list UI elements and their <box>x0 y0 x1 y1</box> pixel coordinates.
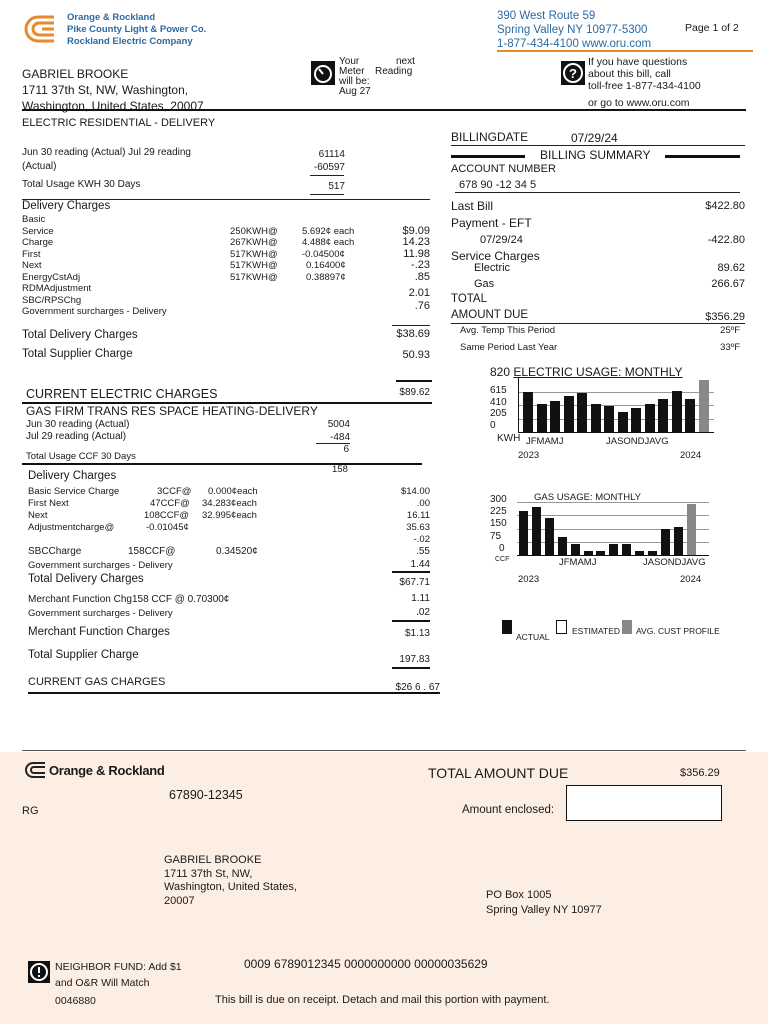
question-icon <box>561 61 585 85</box>
header-accent-line <box>497 50 753 52</box>
electric-total-supplier-label: Total Supplier Charge <box>22 348 133 360</box>
electric-usage-label: Total Usage KWH 30 Days <box>22 179 141 190</box>
table-row: Charge 267KWH@ 4.488¢ each 14.23 <box>22 236 430 248</box>
table-row: Next 108CCF@ 32.995¢each 16.11 <box>28 510 430 521</box>
bar-a-7 <box>609 544 618 555</box>
billing-summary-title: BILLING SUMMARY <box>540 148 651 162</box>
legend-avg-swatch <box>622 620 632 634</box>
table-row: Basic Service Charge 3CCF@ 0.000¢each $14.00 <box>28 486 430 497</box>
current-electric-label: CURRENT ELECTRIC CHARGES <box>26 387 218 401</box>
gas-charge-amount: 266.67 <box>711 278 745 290</box>
current-gas-amount: $26 6 . 67 <box>395 682 440 693</box>
stub-remit-address: PO Box 1005 Spring Valley NY 10977 <box>486 889 602 916</box>
divider <box>28 692 440 694</box>
total-label: TOTAL <box>451 293 487 305</box>
bar-j-0 <box>519 511 528 555</box>
legend-estimated-swatch <box>556 620 567 634</box>
electric-chart-year-2: 2024 <box>680 450 702 461</box>
table-row: EnergyCstAdj 517KWH@ 0.38897¢ .85 <box>22 270 430 283</box>
gas-usage-label: Total Usage CCF 30 Days <box>26 451 136 462</box>
electric-chart-months-1: JFMAMJ <box>526 436 564 447</box>
current-electric-amount: $89.62 <box>399 387 430 398</box>
electric-chart-months-2: JASONDJAVG <box>606 436 669 447</box>
billing-date: 07/29/24 <box>571 131 618 145</box>
electric-reading-desc-2: (Actual) <box>22 161 57 172</box>
electric-chart-yticks: 615 410 205 0 <box>490 385 507 431</box>
gas-chart-yticks: 300 225 150 75 0 <box>490 494 507 554</box>
bar-s-8 <box>622 544 631 555</box>
bar-d-11 <box>661 529 670 556</box>
gas-delivery-title: Delivery Charges <box>28 470 117 482</box>
stub-total-label: TOTAL AMOUNT DUE <box>428 765 569 781</box>
last-bill-label: Last Bill <box>451 199 494 213</box>
electric-total-delivery: $38.69 <box>396 328 430 340</box>
electric-chart-year-1: 2023 <box>518 450 540 461</box>
bar-j-5 <box>584 551 593 555</box>
gas-charge-label: Gas <box>474 278 495 290</box>
gas-gov2-amount: .02 <box>416 607 430 618</box>
amount-enclosed-input[interactable] <box>566 785 722 821</box>
divider <box>22 463 422 465</box>
electric-usage: 517 <box>328 181 345 192</box>
current-gas-label: CURRENT GAS CHARGES <box>28 676 166 688</box>
stub-note: This bill is due on receipt. Detach and mail this portion with payment. <box>215 994 550 1006</box>
bar-f-1 <box>532 507 541 555</box>
page-number: Page 1 of 2 <box>685 22 739 34</box>
payment-amount: -422.80 <box>707 234 745 246</box>
stub-code: RG <box>22 805 39 817</box>
divider <box>392 571 430 573</box>
gas-chart-title: GAS USAGE: MONTHLY <box>534 492 641 503</box>
detach-line <box>22 750 746 751</box>
gas-usage: 158 <box>332 464 348 475</box>
amount-enclosed-label: Amount enclosed: <box>462 804 555 816</box>
billing-date-label: BILLINGDATE <box>451 130 529 144</box>
divider <box>392 667 430 669</box>
service-charges-label: Service Charges <box>451 249 540 263</box>
bar-j-12 <box>674 527 683 555</box>
table-row: Service 250KWH@ 5.692¢ each $9.09 <box>22 224 430 237</box>
questions-web: or go to www.oru.com <box>588 97 690 109</box>
gas-gov2-label: Government surcharges - Delivery <box>28 608 173 619</box>
gridline <box>517 502 709 503</box>
bar-m-2 <box>550 401 560 432</box>
company-names: Orange & Rockland Pike County Light & Power Co. Rockland Electric Company <box>67 12 207 47</box>
bar-o-9 <box>645 404 655 432</box>
sbc-amount: .55 <box>416 546 430 557</box>
gas-reading-2: -484 <box>329 432 350 443</box>
meter-info: Your next Meter Reading will be: Aug 27 <box>339 56 415 97</box>
electric-chart-title: 820 ELECTRIC USAGE: MONTHLY <box>490 365 683 379</box>
avg-temp-label: Avg. Temp This Period <box>460 325 556 336</box>
stub-account: 67890-12345 <box>169 788 243 802</box>
customer-address-1: 1711 37th St, NW, Washington, <box>22 83 189 97</box>
bar-j-0 <box>523 392 533 432</box>
svg-text:?: ? <box>569 66 577 81</box>
merchant-total-label: Merchant Function Charges <box>28 626 170 638</box>
gas-gov-amount: 1.44 <box>410 559 430 570</box>
scanline: 0009 6789012345 0000000000 00000035629 <box>244 957 488 971</box>
service-type: ELECTRIC RESIDENTIAL - DELIVERY <box>22 117 216 129</box>
table-row: -.02 <box>413 534 430 545</box>
electric-chart-ylabel: KWH <box>497 433 521 444</box>
electric-reading-desc: Jun 30 reading (Actual) Jul 29 reading <box>22 147 191 158</box>
legend-actual: ACTUAL <box>516 632 550 642</box>
divider <box>392 620 430 622</box>
gridline <box>519 392 714 393</box>
table-row: RDMAdjustment 2.01 <box>22 283 430 299</box>
gas-chart-months-2: JASONDJAVG <box>643 557 706 568</box>
bar-j-6 <box>604 406 614 432</box>
divider <box>451 155 525 158</box>
stub-mailing-address: GABRIEL BROOKE 1711 37th St, NW, Washington, United States, 20007 <box>164 854 297 907</box>
gas-usage-chart <box>517 502 709 556</box>
meter-gauge-icon <box>311 61 335 85</box>
electric-total-supplier: 50.93 <box>402 349 430 361</box>
bar-s-8 <box>631 408 641 432</box>
stub-total: $356.29 <box>680 767 720 779</box>
electric-total-delivery-label: Total Delivery Charges <box>22 329 138 341</box>
sbc-qty: 158CCF@ <box>128 546 176 557</box>
gas-reading-1: 5004 <box>327 419 350 430</box>
divider <box>396 380 432 382</box>
bar-avg-13 <box>687 504 696 555</box>
gas-reading-3: 6 <box>343 444 349 455</box>
divider <box>451 145 745 146</box>
bar-m-4 <box>577 393 587 432</box>
electric-charges-table <box>22 214 432 318</box>
bar-a-3 <box>564 396 574 432</box>
divider <box>392 325 430 326</box>
bar-j-6 <box>596 551 605 555</box>
account-number-label: ACCOUNT NUMBER <box>451 163 556 175</box>
electric-charge-amount: 89.62 <box>717 262 745 274</box>
sbc-rate: 0.34520¢ <box>216 546 258 557</box>
merchant-amount: 1.11 <box>411 593 430 604</box>
bar-f-1 <box>537 404 547 432</box>
customer-address-2: Washington, United States, 20007 <box>22 99 204 113</box>
table-row: First 517KWH@ -0.04500¢ 11.98 <box>22 247 430 260</box>
gas-total-delivery-label: Total Delivery Charges <box>28 573 144 585</box>
divider <box>310 194 344 195</box>
divider <box>455 192 740 193</box>
table-row: Adjustmentcharge@ -0.01045¢ 35.63 <box>28 522 430 533</box>
alert-icon <box>28 961 50 983</box>
legend-actual-swatch <box>502 620 512 634</box>
table-row: First Next 47CCF@ 34.283¢each .00 <box>28 498 430 509</box>
table-row: SBC/RPSChg <box>22 294 82 306</box>
gas-chart-year-2: 2024 <box>680 574 702 585</box>
electric-reading-1: 61114 <box>318 149 345 160</box>
bar-j-5 <box>591 404 601 432</box>
gas-reading-1-label: Jun 30 reading (Actual) <box>26 419 130 430</box>
bar-a-3 <box>558 537 567 555</box>
table-row: Next 517KWH@ 0.16400¢ -.23 <box>22 259 430 271</box>
bar-a-7 <box>618 412 628 432</box>
payment-label: Payment - EFT <box>451 216 532 230</box>
gas-charges-table <box>28 486 430 546</box>
company-logo-icon <box>24 13 60 45</box>
amount-due-label: AMOUNT DUE <box>451 309 529 321</box>
avg-temp: 25ºF <box>720 325 740 336</box>
electric-charge-label: Electric <box>474 262 511 274</box>
table-row: Basic <box>22 214 46 225</box>
gas-chart-months-1: JFMAMJ <box>559 557 597 568</box>
account-number: 678 90 -12 34 5 <box>459 179 537 191</box>
payment-date: 07/29/24 <box>480 234 523 246</box>
gas-total-delivery: $67.71 <box>399 577 430 588</box>
company-address: 390 West Route 59 Spring Valley NY 10977-5300 1-877-434-4100 www.oru.com <box>497 10 652 50</box>
gas-reading-2-label: Jul 29 reading (Actual) <box>26 431 127 442</box>
table-row: Government surcharges - Delivery .76 <box>22 300 430 317</box>
gas-title: GAS FIRM TRANS RES SPACE HEATING-DELIVERY <box>26 404 318 418</box>
questions-info: If you have questions about this bill, call toll-free 1-877-434-4100 <box>588 56 701 92</box>
gas-total-supplier: 197.83 <box>399 654 430 665</box>
same-period-label: Same Period Last Year <box>460 342 558 353</box>
bar-d-11 <box>672 391 682 432</box>
divider <box>665 155 740 158</box>
bar-n-10 <box>658 399 668 432</box>
stub-logo-text: Orange & Rockland <box>49 763 165 778</box>
bar-o-9 <box>635 551 644 555</box>
stub-logo-icon <box>24 761 46 779</box>
bar-avg-13 <box>699 380 709 432</box>
stub-ref: 0046880 <box>55 995 96 1007</box>
neighbor-fund: NEIGHBOR FUND: Add $1 and O&R Will Match <box>55 961 182 989</box>
gas-gov-label: Government surcharges - Delivery <box>28 560 173 571</box>
gas-chart-ylabel: CCF <box>495 556 510 563</box>
gridline <box>517 515 709 516</box>
customer-name: GABRIEL BROOKE <box>22 67 129 81</box>
last-bill-amount: $422.80 <box>705 200 745 212</box>
legend-estimated: ESTIMATED <box>572 626 621 636</box>
bar-j-12 <box>685 399 695 432</box>
electric-usage-chart <box>518 378 714 433</box>
electric-reading-2: -60597 <box>313 162 345 173</box>
divider <box>22 109 746 111</box>
divider <box>451 323 745 324</box>
same-period: 33ºF <box>720 342 740 353</box>
divider <box>310 175 344 176</box>
bar-m-2 <box>545 518 554 555</box>
electric-delivery-title: Delivery Charges <box>22 200 111 212</box>
gas-total-supplier-label: Total Supplier Charge <box>28 649 139 661</box>
amount-due: $356.29 <box>705 311 745 323</box>
merchant-total: $1.13 <box>404 628 430 639</box>
sbc-label: SBCCharge <box>28 546 82 557</box>
gas-chart-year-1: 2023 <box>518 574 540 585</box>
legend-avg: AVG. CUST PROFILE <box>636 626 720 636</box>
bar-n-10 <box>648 551 657 555</box>
bar-m-4 <box>571 544 580 555</box>
merchant-label: Merchant Function Chg158 CCF @ 0.70300¢ <box>28 594 230 605</box>
